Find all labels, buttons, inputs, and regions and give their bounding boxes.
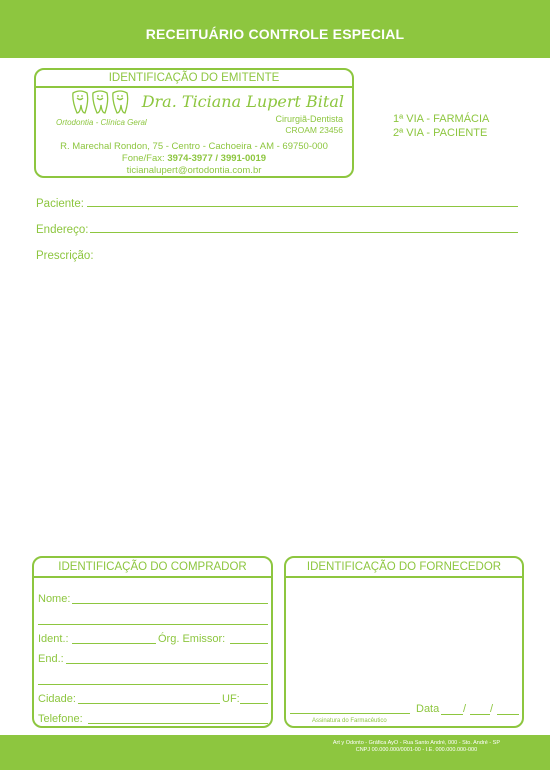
ident-field[interactable] bbox=[72, 643, 156, 644]
end-label: End.: bbox=[38, 653, 64, 665]
emitter-address: R. Marechal Rondon, 75 - Centro - Cachoeira - AM - 69750-000 bbox=[60, 141, 328, 152]
orgao-label: Órg. Emissor: bbox=[158, 633, 226, 645]
via-line-1: 1ª VIA - FARMÁCIA bbox=[393, 113, 490, 125]
date-year-field[interactable] bbox=[497, 714, 519, 715]
date-separator-2: / bbox=[490, 703, 494, 715]
uf-field[interactable] bbox=[240, 703, 268, 704]
doctor-cro: CROAM 23456 bbox=[285, 125, 343, 135]
supplier-box bbox=[284, 556, 524, 728]
date-month-field[interactable] bbox=[470, 714, 490, 715]
end-field[interactable] bbox=[66, 663, 268, 664]
document-title: RECEITUÁRIO CONTROLE ESPECIAL bbox=[145, 26, 405, 42]
signature-line[interactable] bbox=[290, 713, 410, 714]
orgao-field[interactable] bbox=[230, 643, 268, 644]
endereco-label: Endereço: bbox=[36, 224, 89, 236]
end-field-2[interactable] bbox=[38, 684, 268, 685]
emitter-phone bbox=[36, 153, 352, 165]
via-info bbox=[393, 112, 489, 140]
data-label: Data bbox=[416, 703, 440, 715]
date-day-field[interactable] bbox=[441, 714, 463, 715]
footer-line-1: Art y Odonto - Gráfica AyO - Rua Santo André, 000 - Sto. André - SP bbox=[332, 740, 500, 746]
via-line-2: 2ª VIA - PACIENTE bbox=[393, 127, 488, 139]
nome-field-2[interactable] bbox=[38, 624, 268, 625]
phone-numbers: 3974-3977 / 3991-0019 bbox=[167, 153, 267, 164]
prescricao-label: Prescrição: bbox=[36, 250, 94, 262]
footer-bar bbox=[0, 735, 550, 770]
signature-label: Assinatura do Farmacêutico bbox=[312, 718, 387, 724]
clinic-caption: Ortodontia - Clínica Geral bbox=[56, 118, 147, 127]
telefone-label: Telefone: bbox=[38, 713, 83, 725]
buyer-box bbox=[32, 556, 273, 728]
endereco-field[interactable] bbox=[90, 232, 518, 233]
emitter-box bbox=[34, 68, 354, 178]
emitter-section-title: IDENTIFICAÇÃO DO EMITENTE bbox=[36, 70, 352, 88]
nome-label: Nome: bbox=[38, 593, 71, 605]
ident-label: Ident.: bbox=[38, 633, 69, 645]
phone-prefix: Fone/Fax: bbox=[121, 153, 168, 164]
teeth-logo-icon bbox=[70, 89, 134, 115]
telefone-field[interactable] bbox=[88, 723, 268, 724]
doctor-title: Cirurgiã-Dentista bbox=[275, 114, 343, 124]
paciente-field[interactable] bbox=[87, 206, 518, 207]
cidade-field[interactable] bbox=[78, 703, 220, 704]
nome-field[interactable] bbox=[72, 603, 268, 604]
cidade-label: Cidade: bbox=[38, 693, 76, 705]
supplier-section-title: IDENTIFICAÇÃO DO FORNECEDOR bbox=[286, 558, 522, 578]
header-bar bbox=[0, 0, 550, 58]
emitter-contact bbox=[36, 141, 352, 177]
uf-label: UF: bbox=[222, 693, 240, 705]
buyer-section-title: IDENTIFICAÇÃO DO COMPRADOR bbox=[34, 558, 271, 578]
emitter-email: ticianalupert@ortodontia.com.br bbox=[126, 165, 262, 176]
footer-text bbox=[333, 740, 500, 754]
paciente-label: Paciente: bbox=[36, 198, 84, 210]
date-separator-1: / bbox=[463, 703, 467, 715]
doctor-name: Dra. Ticiana Lupert Bital bbox=[141, 92, 344, 111]
footer-line-2: CNPJ 00.000.000/0001-00 - I.E. 000.000.000-000 bbox=[355, 747, 478, 753]
